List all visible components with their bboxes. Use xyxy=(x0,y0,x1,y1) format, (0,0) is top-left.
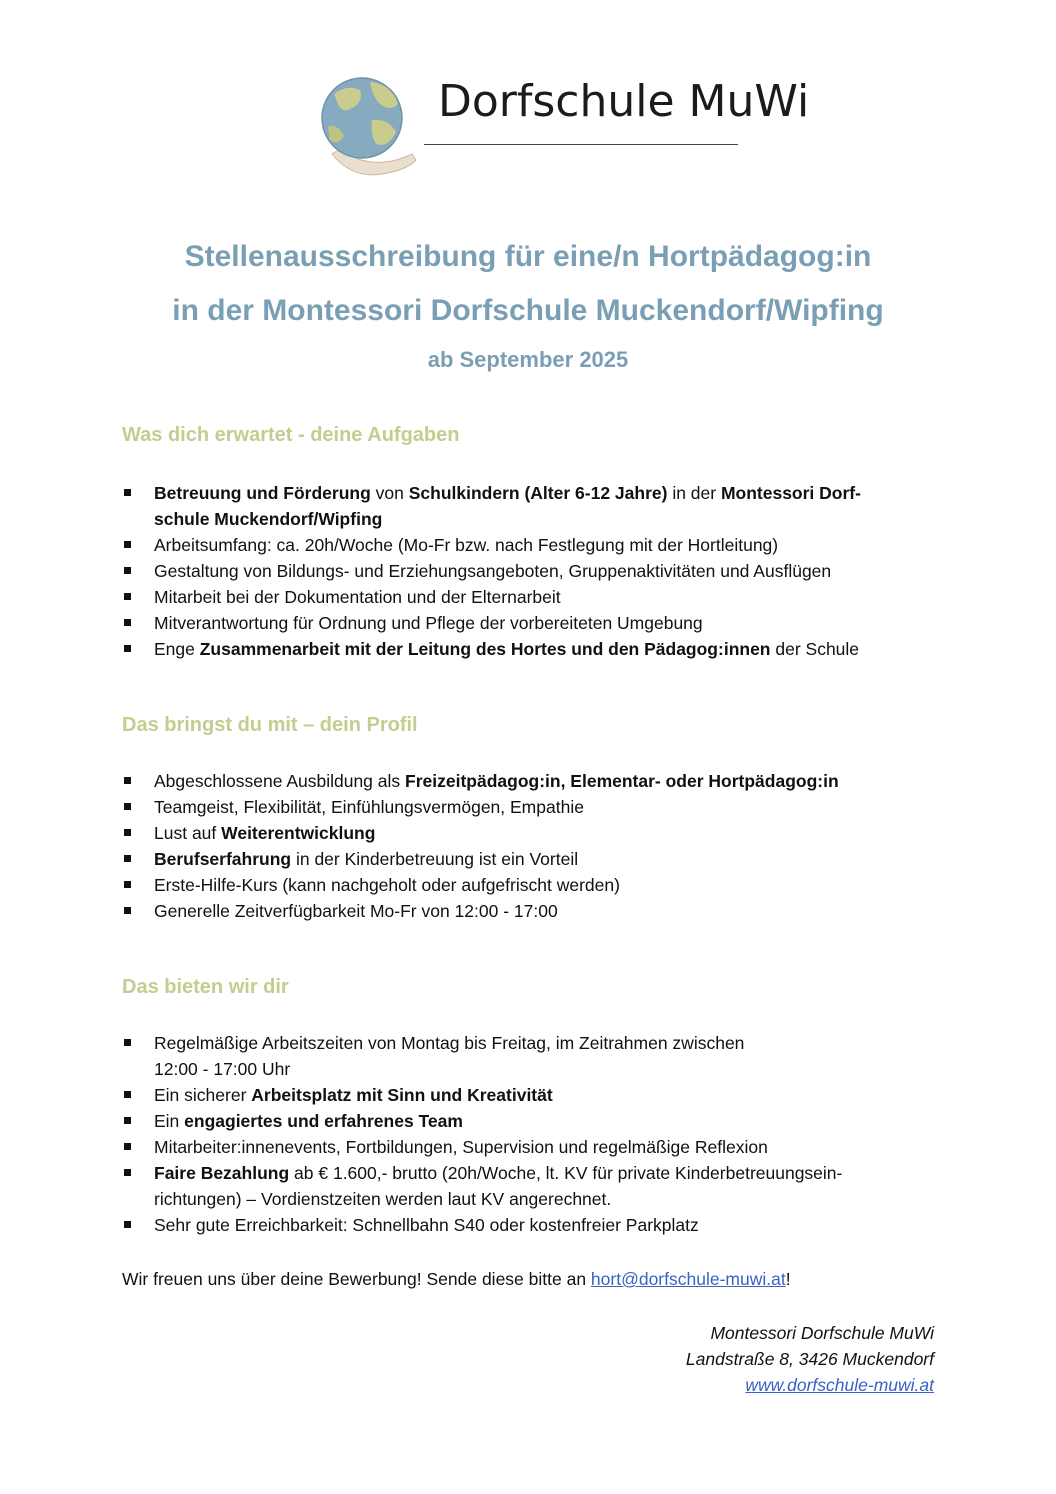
list-item: Lust auf Weiterentwicklung xyxy=(122,820,942,846)
title-start-date: ab September 2025 xyxy=(427,347,629,372)
section-heading-profile: Das bringst du mit – dein Profil xyxy=(122,714,418,736)
bullet-icon xyxy=(124,1143,131,1150)
bullet-icon xyxy=(124,567,131,574)
bullet-icon xyxy=(124,645,131,652)
bullet-icon xyxy=(124,619,131,626)
title-line-1: Stellenausschreibung für eine/n Hortpädagog:in xyxy=(184,240,872,273)
section-heading-offer: Das bieten wir dir xyxy=(122,976,289,998)
logo-underline xyxy=(424,144,738,145)
list-item: Sehr gute Erreichbarkeit: Schnellbahn S40 oder kostenfreier Parkplatz xyxy=(122,1212,942,1238)
list-item: Generelle Zeitverfügbarkeit Mo-Fr von 12:00 - 17:00 xyxy=(122,898,942,924)
offer-list xyxy=(122,1030,942,1238)
bullet-icon xyxy=(124,593,131,600)
bullet-icon xyxy=(124,777,131,784)
signature-school: Montessori Dorfschule MuWi xyxy=(710,1323,934,1343)
list-item: Faire Bezahlung ab € 1.600,- brutto (20h/Woche, lt. KV für private Kinderbetreuungsein- richtungen) – Vordienstzeiten werden laut KV angerechnet. xyxy=(122,1160,942,1212)
bullet-icon xyxy=(124,829,131,836)
logo-wordmark: Dorfschule MuWi xyxy=(438,76,810,127)
signature-block xyxy=(686,1320,934,1398)
list-item: Abgeschlossene Ausbildung als Freizeitpädagog:in, Elementar- oder Hortpädagog:in xyxy=(122,768,942,794)
section-heading-tasks: Was dich erwartet - deine Aufgaben xyxy=(122,424,460,446)
bullet-icon xyxy=(124,489,131,496)
bullet-icon xyxy=(124,1169,131,1176)
bullet-icon xyxy=(124,881,131,888)
list-item: Arbeitsumfang: ca. 20h/Woche (Mo-Fr bzw. nach Festlegung mit der Hortleitung) xyxy=(122,532,942,558)
signature-address: Landstraße 8, 3426 Muckendorf xyxy=(685,1349,934,1369)
bullet-icon xyxy=(124,803,131,810)
list-item: Mitarbeiter:innenevents, Fortbildungen, Supervision und regelmäßige Reflexion xyxy=(122,1134,942,1160)
bullet-icon xyxy=(124,1221,131,1228)
title-line-2: in der Montessori Dorfschule Muckendorf/Wipfing xyxy=(172,294,884,327)
tasks-list xyxy=(122,480,942,662)
globe-hand-icon xyxy=(312,74,424,184)
closing-paragraph: Wir freuen uns über deine Bewerbung! Sende diese bitte an hort@dorfschule-muwi.at! xyxy=(122,1269,791,1289)
list-item: Enge Zusammenarbeit mit der Leitung des Hortes und den Pädagog:innen der Schule xyxy=(122,636,942,662)
list-item: Gestaltung von Bildungs- und Erziehungsangeboten, Gruppenaktivitäten und Ausflügen xyxy=(122,558,942,584)
website-link[interactable]: www.dorfschule-muwi.at xyxy=(745,1375,934,1395)
bullet-icon xyxy=(124,1091,131,1098)
list-item: Ein sicherer Arbeitsplatz mit Sinn und Kreativität xyxy=(122,1082,942,1108)
list-item: Regelmäßige Arbeitszeiten von Montag bis Freitag, im Zeitrahmen zwischen 12:00 - 17:00 Uhr xyxy=(122,1030,942,1082)
list-item: Betreuung und Förderung von Schulkindern (Alter 6-12 Jahre) in der Montessori Dorf- schule Muckendorf/Wipfing xyxy=(122,480,942,532)
list-item: Mitverantwortung für Ordnung und Pflege der vorbereiteten Umgebung xyxy=(122,610,942,636)
email-link[interactable]: hort@dorfschule-muwi.at xyxy=(590,1269,786,1289)
bullet-icon xyxy=(124,541,131,548)
logo xyxy=(312,74,810,184)
profile-list xyxy=(122,768,942,924)
bullet-icon xyxy=(124,855,131,862)
list-item: Erste-Hilfe-Kurs (kann nachgeholt oder aufgefrischt werden) xyxy=(122,872,942,898)
list-item: Mitarbeit bei der Dokumentation und der Elternarbeit xyxy=(122,584,942,610)
bullet-icon xyxy=(124,1039,131,1046)
page-title xyxy=(0,230,1056,382)
list-item: Berufserfahrung in der Kinderbetreuung ist ein Vorteil xyxy=(122,846,942,872)
list-item: Teamgeist, Flexibilität, Einfühlungsvermögen, Empathie xyxy=(122,794,942,820)
bullet-icon xyxy=(124,907,131,914)
bullet-icon xyxy=(124,1117,131,1124)
list-item: Ein engagiertes und erfahrenes Team xyxy=(122,1108,942,1134)
